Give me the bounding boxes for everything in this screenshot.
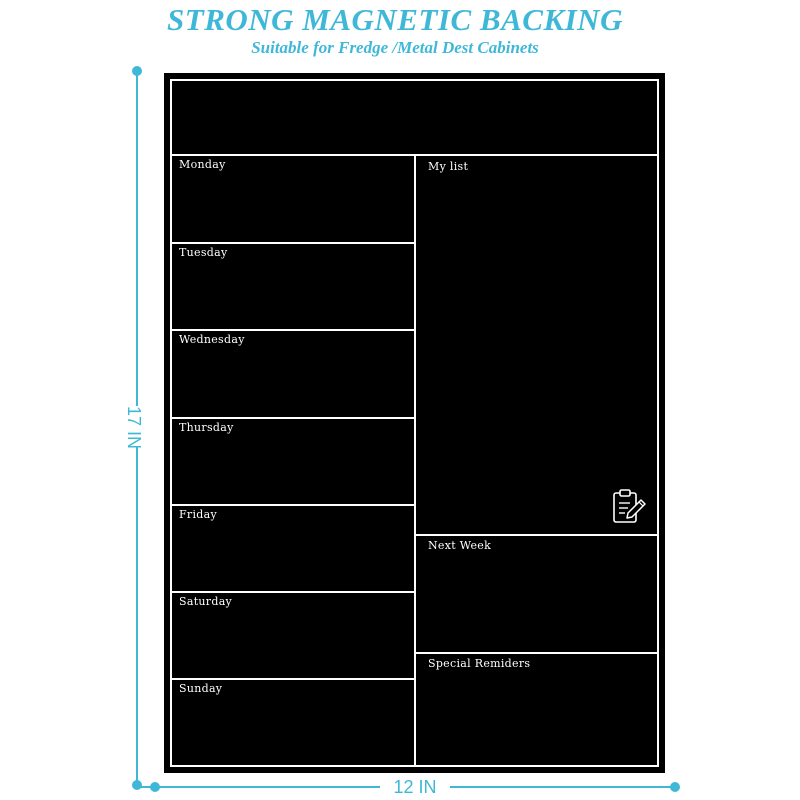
chalkboard xyxy=(164,73,665,773)
day-label: Monday xyxy=(179,158,226,171)
width-dimension-label: 12 IN xyxy=(380,776,450,798)
width-dimension-left-dot xyxy=(150,782,160,792)
clipboard-pencil-icon xyxy=(610,488,648,526)
next-week-label: Next Week xyxy=(428,539,492,552)
day-label: Tuesday xyxy=(179,246,228,259)
day-cell-sunday xyxy=(170,678,416,767)
height-dimension-top-dot xyxy=(132,66,142,76)
day-cell-saturday xyxy=(170,591,416,680)
day-label: Thursday xyxy=(179,421,234,434)
day-cell-tuesday xyxy=(170,242,416,331)
day-cell-thursday xyxy=(170,417,416,506)
headline: STRONG MAGNETIC BACKING xyxy=(167,2,623,37)
day-cell-friday xyxy=(170,504,416,593)
title-cell xyxy=(170,79,659,156)
height-dimension-label: 17 IN xyxy=(124,406,144,450)
special-reminders-label: Special Remiders xyxy=(428,657,531,670)
day-label: Friday xyxy=(179,508,218,521)
my-list-cell xyxy=(414,154,659,536)
day-label: Wednesday xyxy=(179,333,245,346)
my-list-label: My list xyxy=(428,160,469,173)
day-cell-monday xyxy=(170,154,416,244)
next-week-cell xyxy=(414,534,659,654)
width-dimension-right-dot xyxy=(670,782,680,792)
subline: Suitable for Fredge /Metal Dest Cabinets xyxy=(251,38,539,57)
day-cell-wednesday xyxy=(170,329,416,419)
day-label: Saturday xyxy=(179,595,233,608)
height-dimension-bottom-dot xyxy=(132,780,142,790)
day-label: Sunday xyxy=(179,682,223,695)
special-reminders-cell xyxy=(414,652,659,767)
